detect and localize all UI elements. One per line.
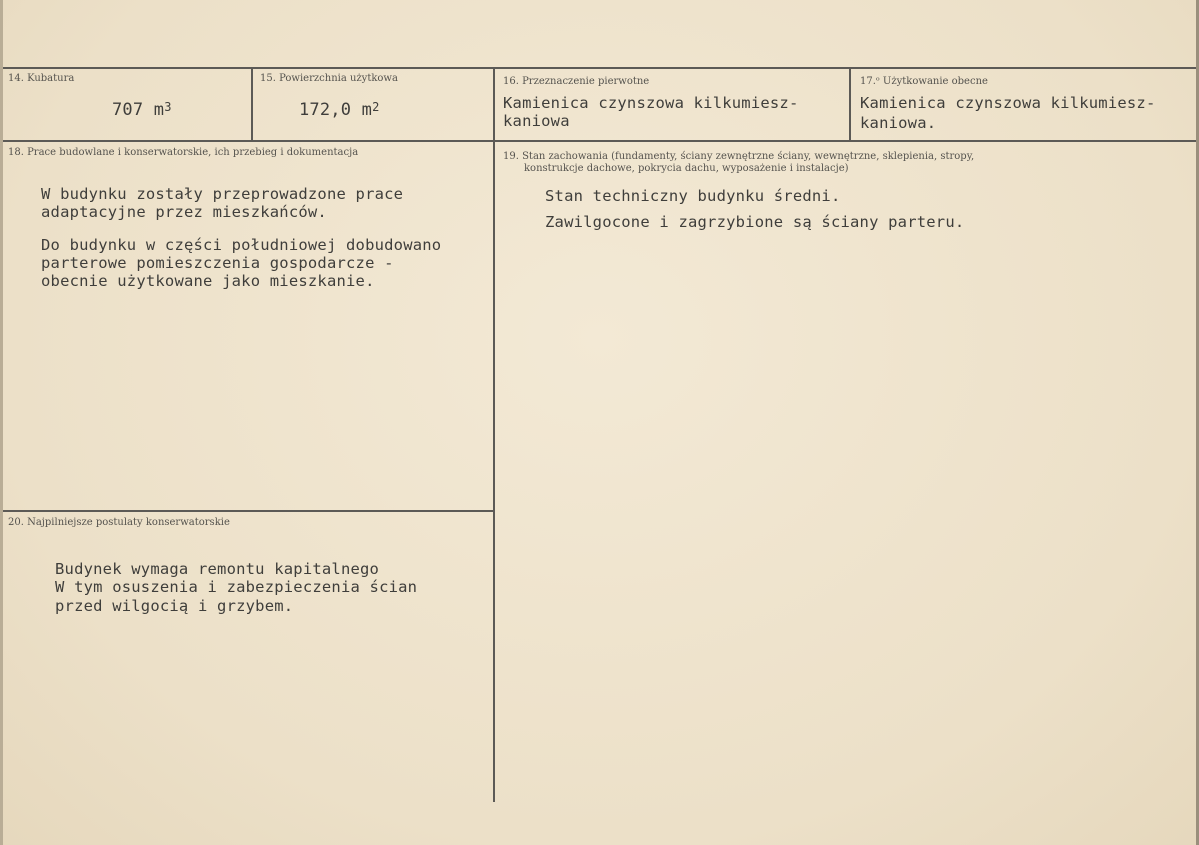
powierzchnia-number: 172,0 <box>299 100 352 120</box>
prace-line-4: parterowe pomieszczenia gospodarcze - <box>41 254 394 272</box>
uzytkowanie-line-1: Kamienica czynszowa kilkumiesz- <box>860 94 1156 112</box>
stan-zachowania-label-line-2: konstrukcje dachowe, pokrycia dachu, wyposażenie i instalacje) <box>524 163 849 174</box>
postulaty-line-3: przed wilgocią i grzybem. <box>55 597 294 615</box>
kubatura-number: 707 <box>112 100 144 120</box>
divider-16-17 <box>849 67 851 141</box>
card-left-edge <box>0 0 3 845</box>
kubatura-unit: m <box>153 100 165 120</box>
kubatura-unit-exponent: 3 <box>164 100 172 114</box>
prace-line-1: W budynku zostały przeprowadzone prace <box>41 185 404 203</box>
powierzchnia-value <box>299 101 380 120</box>
prace-line-2: adaptacyjne przez mieszkańców. <box>41 203 327 221</box>
prace-line-3: Do budynku w części południowej dobudowano <box>41 236 442 254</box>
main-vertical-divider <box>493 67 495 802</box>
stan-zachowania-label-line-1: 19. Stan zachowania (fundamenty, ściany zewnętrzne ściany, wewnętrzne, sklepienia, stropy, <box>503 151 975 162</box>
przeznaczenie-line-2: kaniowa <box>503 112 570 130</box>
prace-budowlane-label: 18. Prace budowlane i konserwatorskie, ich przebieg i dokumentacja <box>8 147 359 158</box>
postulaty-label: 20. Najpilniejsze postulaty konserwatorskie <box>8 517 230 528</box>
powierzchnia-label: 15. Powierzchnia użytkowa <box>260 73 398 84</box>
divider-14-15 <box>251 67 253 141</box>
stan-line-1: Stan techniczny budynku średni. <box>545 187 841 205</box>
postulaty-line-1: Budynek wymaga remontu kapitalnego <box>55 560 380 578</box>
przeznaczenie-label: 16. Przeznaczenie pierwotne <box>503 76 650 87</box>
row-divider <box>3 140 1196 142</box>
prace-line-5: obecnie użytkowane jako mieszkanie. <box>41 272 375 290</box>
powierzchnia-unit-exponent: 2 <box>372 100 380 114</box>
kubatura-label: 14. Kubatura <box>8 73 75 84</box>
przeznaczenie-line-1: Kamienica czynszowa kilkumiesz- <box>503 94 799 112</box>
uzytkowanie-label: 17.ᵒ Użytkowanie obecne <box>860 76 988 87</box>
uzytkowanie-line-2: kaniowa. <box>860 114 937 132</box>
powierzchnia-unit: m <box>361 100 373 120</box>
kubatura-value <box>112 101 172 120</box>
stan-line-2: Zawilgocone i zagrzybione są ściany parteru. <box>545 213 965 231</box>
postulaty-line-2: W tym osuszenia i zabezpieczenia ścian <box>55 578 418 596</box>
divider-18-20 <box>3 510 494 512</box>
top-rule <box>3 67 1196 69</box>
